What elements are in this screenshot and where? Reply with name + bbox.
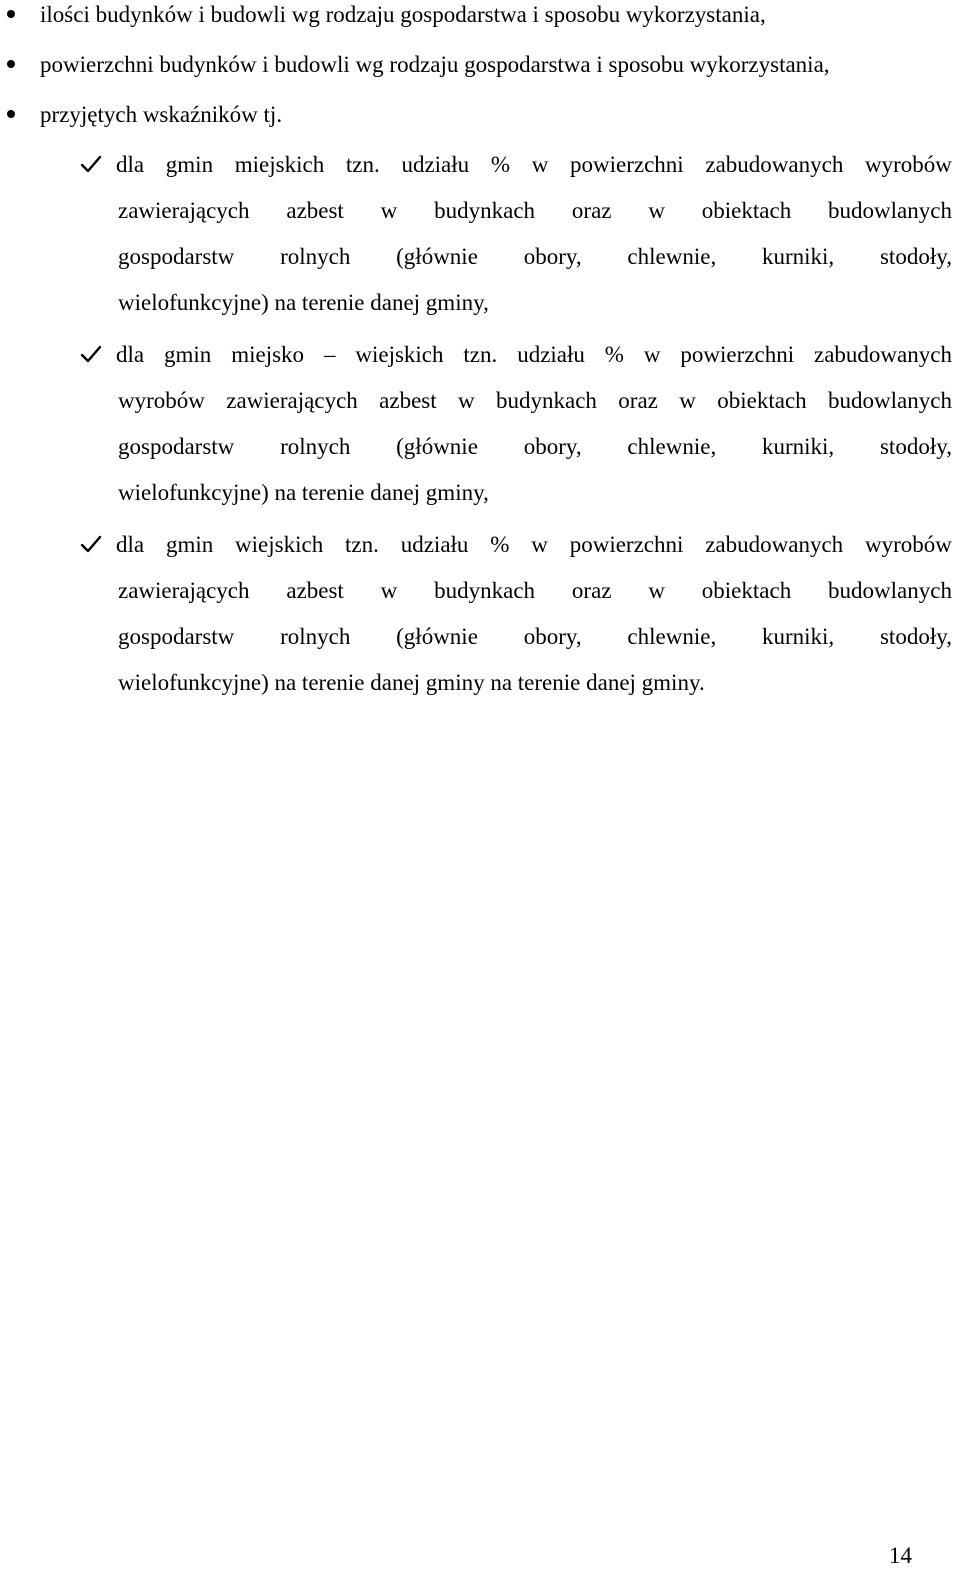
check-item-line <box>118 432 952 462</box>
check-item-line <box>118 386 952 416</box>
word: tzn. <box>345 532 379 557</box>
word: w <box>380 578 398 603</box>
word: budynkach <box>434 198 536 223</box>
word: w <box>679 388 696 413</box>
check-item-line: wielofunkcyjne) na terenie danej gminy na terenie danej gminy. <box>118 670 705 695</box>
word: w <box>458 388 475 413</box>
word: miejsko <box>231 342 305 367</box>
word: azbest <box>379 388 437 413</box>
word: (głównie <box>396 244 478 269</box>
bullet-text: przyjętych wskaźników tj. <box>40 102 283 127</box>
word: gmin <box>165 152 214 177</box>
check-mark-icon <box>80 154 102 174</box>
word: dla <box>116 532 145 557</box>
word: miejskich <box>234 152 325 177</box>
check-mark-icon <box>80 344 102 364</box>
word: zawierających <box>226 388 358 413</box>
word: obiektach <box>701 198 792 223</box>
word: w <box>648 578 665 603</box>
word: gmin <box>165 532 214 557</box>
word: obory, <box>523 244 582 269</box>
bullet-text: ilości budynków i budowli wg rodzaju gospodarstwa i sposobu wykorzystania, <box>40 2 766 27</box>
page-number: 14 <box>889 1543 912 1568</box>
word: kurniki, <box>761 434 835 459</box>
word: % <box>604 342 624 367</box>
word: rolnych <box>280 624 351 649</box>
word: budowlanych <box>828 198 952 223</box>
word: wyrobów <box>118 388 205 413</box>
word: powierzchni <box>680 342 795 367</box>
word: dla <box>116 342 145 367</box>
word: w <box>648 198 665 223</box>
check-item-line: wielofunkcyjne) na terenie danej gminy, <box>118 290 489 315</box>
word: gospodarstw <box>118 624 235 649</box>
word: tzn. <box>463 342 498 367</box>
word: obory, <box>523 434 582 459</box>
word: chlewnie, <box>627 244 717 269</box>
bullet-item <box>0 50 960 80</box>
word: budynkach <box>434 578 536 603</box>
word: % <box>490 532 510 557</box>
bullet-icon <box>7 60 15 68</box>
word: w <box>531 152 549 177</box>
word: udziału <box>401 152 470 177</box>
word: obiektach <box>701 578 792 603</box>
word: budowlanych <box>828 388 952 413</box>
word: powierzchni <box>570 152 684 177</box>
word: w <box>380 198 398 223</box>
word: rolnych <box>280 244 351 269</box>
word: zabudowanych <box>705 532 844 557</box>
word: budowlanych <box>828 578 952 603</box>
check-item-line <box>118 196 952 226</box>
word: oraz <box>618 388 658 413</box>
word: stodoły, <box>879 434 952 459</box>
bullet-icon <box>7 10 15 18</box>
word: udziału <box>400 532 469 557</box>
word: kurniki, <box>761 624 835 649</box>
word: chlewnie, <box>627 624 717 649</box>
word: (głównie <box>396 624 478 649</box>
check-item-line <box>118 576 952 606</box>
word: stodoły, <box>879 244 952 269</box>
word: gospodarstw <box>118 244 235 269</box>
word: wyrobów <box>865 532 952 557</box>
word: – <box>323 342 336 367</box>
check-item-line <box>116 340 952 370</box>
bullet-item <box>0 0 960 30</box>
word: zabudowanych <box>814 342 952 367</box>
bullet-text: powierzchni budynków i budowli wg rodzaju gospodarstwa i sposobu wykorzystania, <box>40 52 830 77</box>
word: azbest <box>286 198 344 223</box>
word: gmin <box>164 342 212 367</box>
word: tzn. <box>345 152 380 177</box>
word: wiejskich <box>235 532 324 557</box>
word: obory, <box>523 624 582 649</box>
check-mark-icon <box>80 534 102 554</box>
word: zabudowanych <box>705 152 844 177</box>
word: w <box>531 532 548 557</box>
word: gospodarstw <box>118 434 235 459</box>
word: wiejskich <box>355 342 444 367</box>
check-item-line <box>116 150 952 180</box>
word: obiektach <box>717 388 807 413</box>
word: kurniki, <box>761 244 835 269</box>
bullet-item <box>0 100 960 130</box>
check-item-line <box>118 242 952 272</box>
word: chlewnie, <box>627 434 717 459</box>
word: azbest <box>286 578 344 603</box>
word: dla <box>116 152 145 177</box>
word: oraz <box>571 198 612 223</box>
check-item-line: wielofunkcyjne) na terenie danej gminy, <box>118 480 489 505</box>
word: rolnych <box>280 434 351 459</box>
word: (głównie <box>396 434 478 459</box>
word: zawierających <box>118 198 250 223</box>
word: budynkach <box>496 388 597 413</box>
word: stodoły, <box>879 624 952 649</box>
word: oraz <box>571 578 612 603</box>
check-item-line <box>118 622 952 652</box>
word: zawierających <box>118 578 250 603</box>
check-item-line <box>116 530 952 560</box>
word: wyrobów <box>865 152 952 177</box>
word: powierzchni <box>569 532 684 557</box>
bullet-icon <box>7 110 15 118</box>
word: udziału <box>517 342 585 367</box>
word: % <box>490 152 510 177</box>
word: w <box>643 342 661 367</box>
